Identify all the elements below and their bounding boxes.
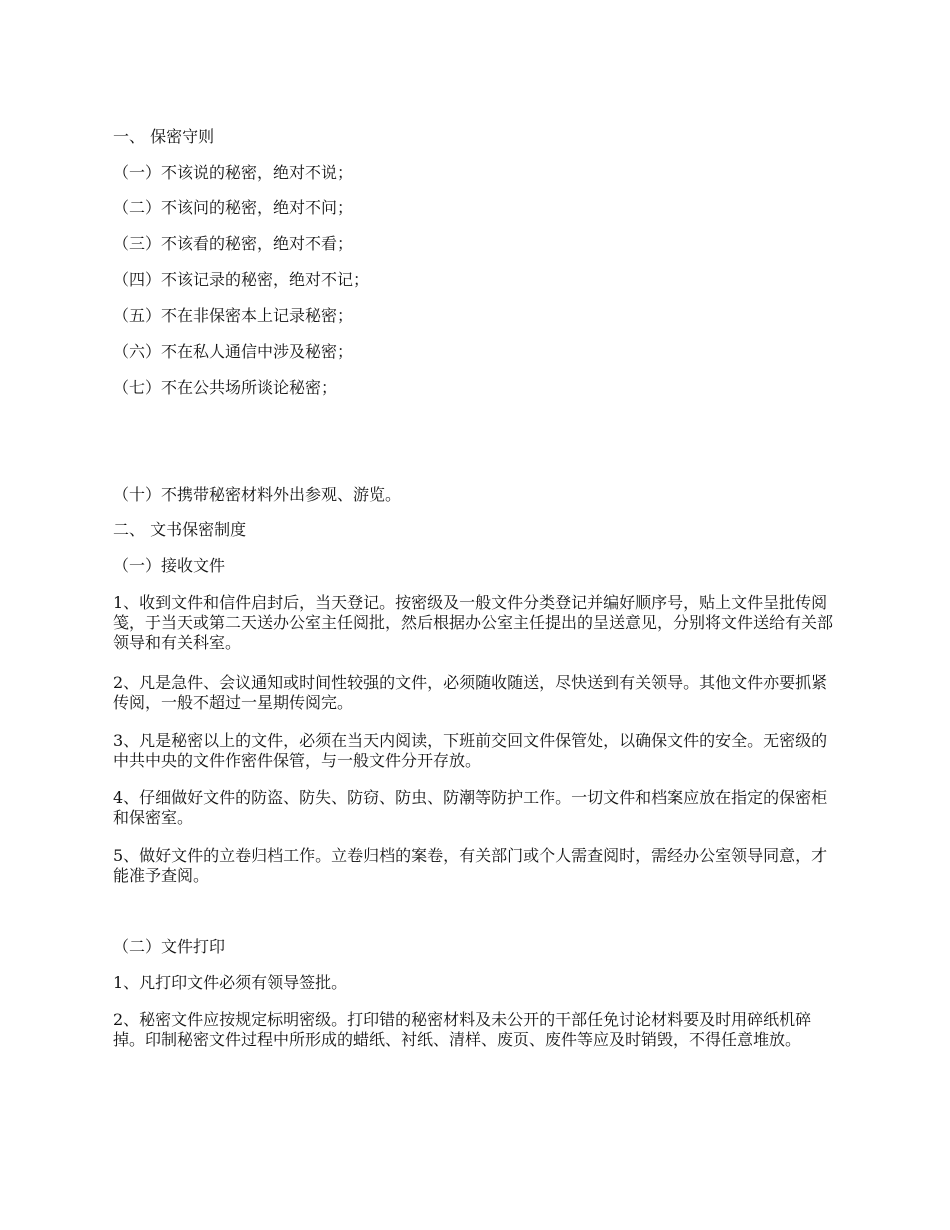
print-paragraph-1: 1、凡打印文件必须有领导签批。	[113, 973, 348, 992]
rule-item-1: （一）不该说的秘密，绝对不说；	[113, 163, 354, 182]
rule-item-5: （五）不在非保密本上记录秘密；	[113, 306, 354, 325]
rule-item-2: （二）不该问的秘密，绝对不问；	[113, 198, 354, 217]
section-1-heading: 一、 保密守则	[113, 127, 215, 146]
receive-paragraph-3: 3、凡是秘密以上的文件，必须在当天内阅读，下班前交回文件保管处，以确保文件的安全。无密级的中共中央的文件作密件保管，与一般文件分开存放。	[113, 731, 828, 770]
rule-item-7: （七）不在公共场所谈论秘密；	[113, 378, 338, 397]
rule-item-6: （六）不在私人通信中涉及秘密；	[113, 342, 354, 361]
rule-item-10: （十）不携带秘密材料外出参观、游览。	[113, 485, 402, 504]
receive-paragraph-5: 5、做好文件的立卷归档工作。立卷归档的案卷，有关部门或个人需查阅时，需经办公室领导同意，才能准予查阅。	[113, 846, 828, 885]
subsection-receive-heading: （一）接收文件	[113, 556, 226, 575]
subsection-print-heading: （二）文件打印	[113, 937, 226, 956]
section-2-heading: 二、 文书保密制度	[113, 520, 247, 539]
receive-paragraph-1: 1、收到文件和信件启封后，当天登记。按密级及一般文件分类登记并编好顺序号，贴上文件呈批传阅笺，于当天或第二天送办公室主任阅批，然后根据办公室主任提出的呈送意见，分别将文件送给有关部领导和有关科室。	[113, 593, 834, 652]
receive-paragraph-4: 4、仔细做好文件的防盗、防失、防窃、防虫、防潮等防护工作。一切文件和档案应放在指定的保密柜和保密室。	[113, 788, 828, 827]
rule-item-3: （三）不该看的秘密，绝对不看；	[113, 234, 354, 253]
receive-paragraph-2: 2、凡是急件、会议通知或时间性较强的文件，必须随收随送，尽快送到有关领导。其他文件亦要抓紧传阅，一般不超过一星期传阅完。	[113, 673, 828, 712]
print-paragraph-2: 2、秘密文件应按规定标明密级。打印错的秘密材料及未公开的干部任免讨论材料要及时用碎纸机碎掉。印制秘密文件过程中所形成的蜡纸、衬纸、清样、废页、废件等应及时销毁，不得任意堆放。	[113, 1010, 812, 1049]
rule-item-4: （四）不该记录的秘密，绝对不记；	[113, 270, 370, 289]
